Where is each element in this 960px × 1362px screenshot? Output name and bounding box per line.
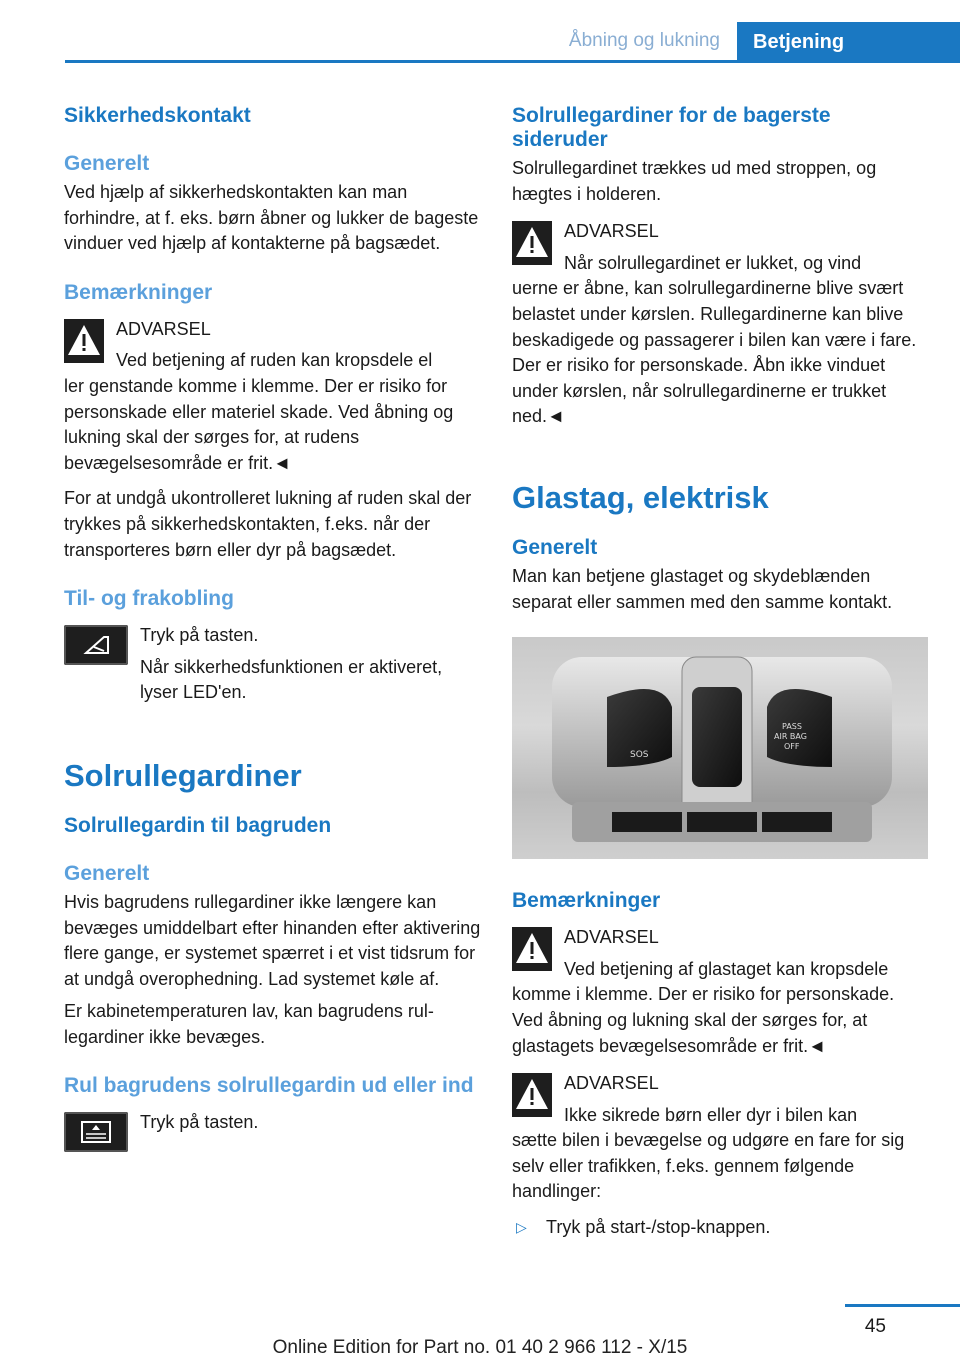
paragraph-glastag: Man kan betjene glastaget og skydeblænden separat eller sammen med den samme kontakt. <box>512 565 893 612</box>
heading-sikkerhedskontakt: Sikkerhedskontakt <box>64 104 251 127</box>
warning-first-line: Når solrullegardinet er lukket, og vind <box>564 252 862 273</box>
warning-icon <box>512 927 552 971</box>
child-lock-key-icon <box>64 625 128 665</box>
paragraph-undgaa: For at undgå ukontrolleret lukning af ruden skal der trykkes på sikkerhedskontakten, f.eks. når der transporteres børn eller dyr på bagsædet. <box>64 488 472 560</box>
sos-label: SOS <box>630 750 649 761</box>
warning-first-line: Ved betjening af ruden kan kropsdele el <box>116 350 433 371</box>
key-block-2 <box>64 1110 482 1136</box>
footer-rule <box>845 1304 960 1307</box>
sunblind-key-icon <box>64 1112 128 1152</box>
bullet-triangle-icon: ▷ <box>516 1219 527 1236</box>
footer-edition: Online Edition for Part no. 01 40 2 966 112 - X/15 <box>272 1337 688 1358</box>
page-number: 45 <box>864 1316 886 1337</box>
roof-console-photo <box>512 637 928 859</box>
paragraph-sideruder: Solrullegardinet trækkes ud med stroppen, og hægtes i holderen. <box>512 158 877 204</box>
warning-block-3 <box>512 925 930 1059</box>
heading-glastag: Glastag, elektrisk <box>512 479 769 515</box>
heading-generelt-3: Generelt <box>512 535 598 559</box>
warning-block-2 <box>512 219 930 430</box>
key-instruction: Tryk på tasten. <box>140 625 259 646</box>
warning-title: ADVARSEL <box>116 318 211 339</box>
warning-block-4 <box>512 1071 930 1205</box>
key-block <box>64 623 482 706</box>
warning-body: uerne er åbne, kan solrullegardinerne blive svært belastet under kørslen. Rullegardinerne kan blive beskadigede og passagerer i bilen kan være i fare. Der er risiko for personskade. Åbn ikke vinduet under kørslen, når solrullegardinerne er trukket ned.◄ <box>512 278 917 427</box>
warning-first-line: Ikke sikrede børn eller dyr i bilen kan <box>564 1104 858 1125</box>
warning-first-line: Ved betjening af glastaget kan kropsdele <box>564 958 889 979</box>
warning-icon <box>512 1073 552 1117</box>
bullet-item <box>512 1215 930 1241</box>
heading-bagruden: Solrullegardin til bagruden <box>64 813 332 837</box>
warning-body: sætte bilen i bevægelse og udgøre en fare for sig selv eller trafikken, f.eks. gennem følgende handlinger: <box>512 1130 905 1202</box>
warning-block <box>64 317 482 477</box>
heading-bemaerkninger-2: Bemærkninger <box>512 889 661 913</box>
warning-icon <box>512 221 552 265</box>
heading-til-frakobling: Til- og frakobling <box>64 587 234 611</box>
off-label: OFF <box>784 742 800 752</box>
heading-generelt: Generelt <box>64 152 150 175</box>
pass-label: PASS <box>782 722 802 732</box>
heading-solrullegardiner: Solrullegardiner <box>64 757 302 793</box>
key-instruction-2: Tryk på tasten. <box>140 1112 259 1133</box>
header-section-tab[interactable]: Betjening <box>737 22 960 63</box>
heading-sideruder: Solrullegardiner for de bagerste sideruder <box>512 104 831 151</box>
heading-rul: Rul bagrudens solrullegardin ud eller ind <box>64 1074 474 1098</box>
warning-body: ler genstande komme i klemme. Der er risiko for personskade eller materiel skade. Ved åbning og lukning skal der sørges for, at rudens bevægelsesområde er frit.◄ <box>64 375 454 473</box>
paragraph-kabine: Er kabinetemperaturen lav, kan bagrudens rullegardiner ikke bevæges. <box>64 1001 434 1047</box>
warning-body: komme i klemme. Der er risiko for personskade. Ved åbning og lukning skal der sørges for, at glastagets bevægelsesområde er frit.◄ <box>512 984 895 1056</box>
heading-bemaerkninger: Bemærkninger <box>64 280 213 304</box>
heading-generelt-2: Generelt <box>64 861 150 885</box>
warning-title: ADVARSEL <box>564 221 659 242</box>
header-rule <box>65 60 960 63</box>
key-body-first: Når sikkerhedsfunktionen er aktiveret, lyser LED'en. <box>140 656 443 703</box>
header-section-link[interactable]: Åbning og lukning <box>568 30 720 51</box>
right-column <box>512 100 930 1241</box>
paragraph-generelt-2: Hvis bagrudens rullegardiner ikke længere kan bevæges umiddelbart efter hinanden efter aktivering flere gange, er systemet spærret i et vist tidsrum for at undgå overophedning. Lad systemet køle af. <box>64 891 481 989</box>
warning-title: ADVARSEL <box>564 1073 659 1094</box>
warning-title: ADVARSEL <box>564 927 659 948</box>
left-column <box>64 100 482 1136</box>
bullet-text: Tryk på start-/stop-knappen. <box>546 1217 771 1238</box>
airbag-label: AIR BAG <box>774 732 807 742</box>
paragraph-generelt: Ved hjælp af sikkerhedskontakten kan man forhindre, at f. eks. børn åbner og lukker de bageste vinduer ved hjælp af kontakterne på bagsædet. <box>64 182 479 254</box>
warning-icon <box>64 319 104 363</box>
